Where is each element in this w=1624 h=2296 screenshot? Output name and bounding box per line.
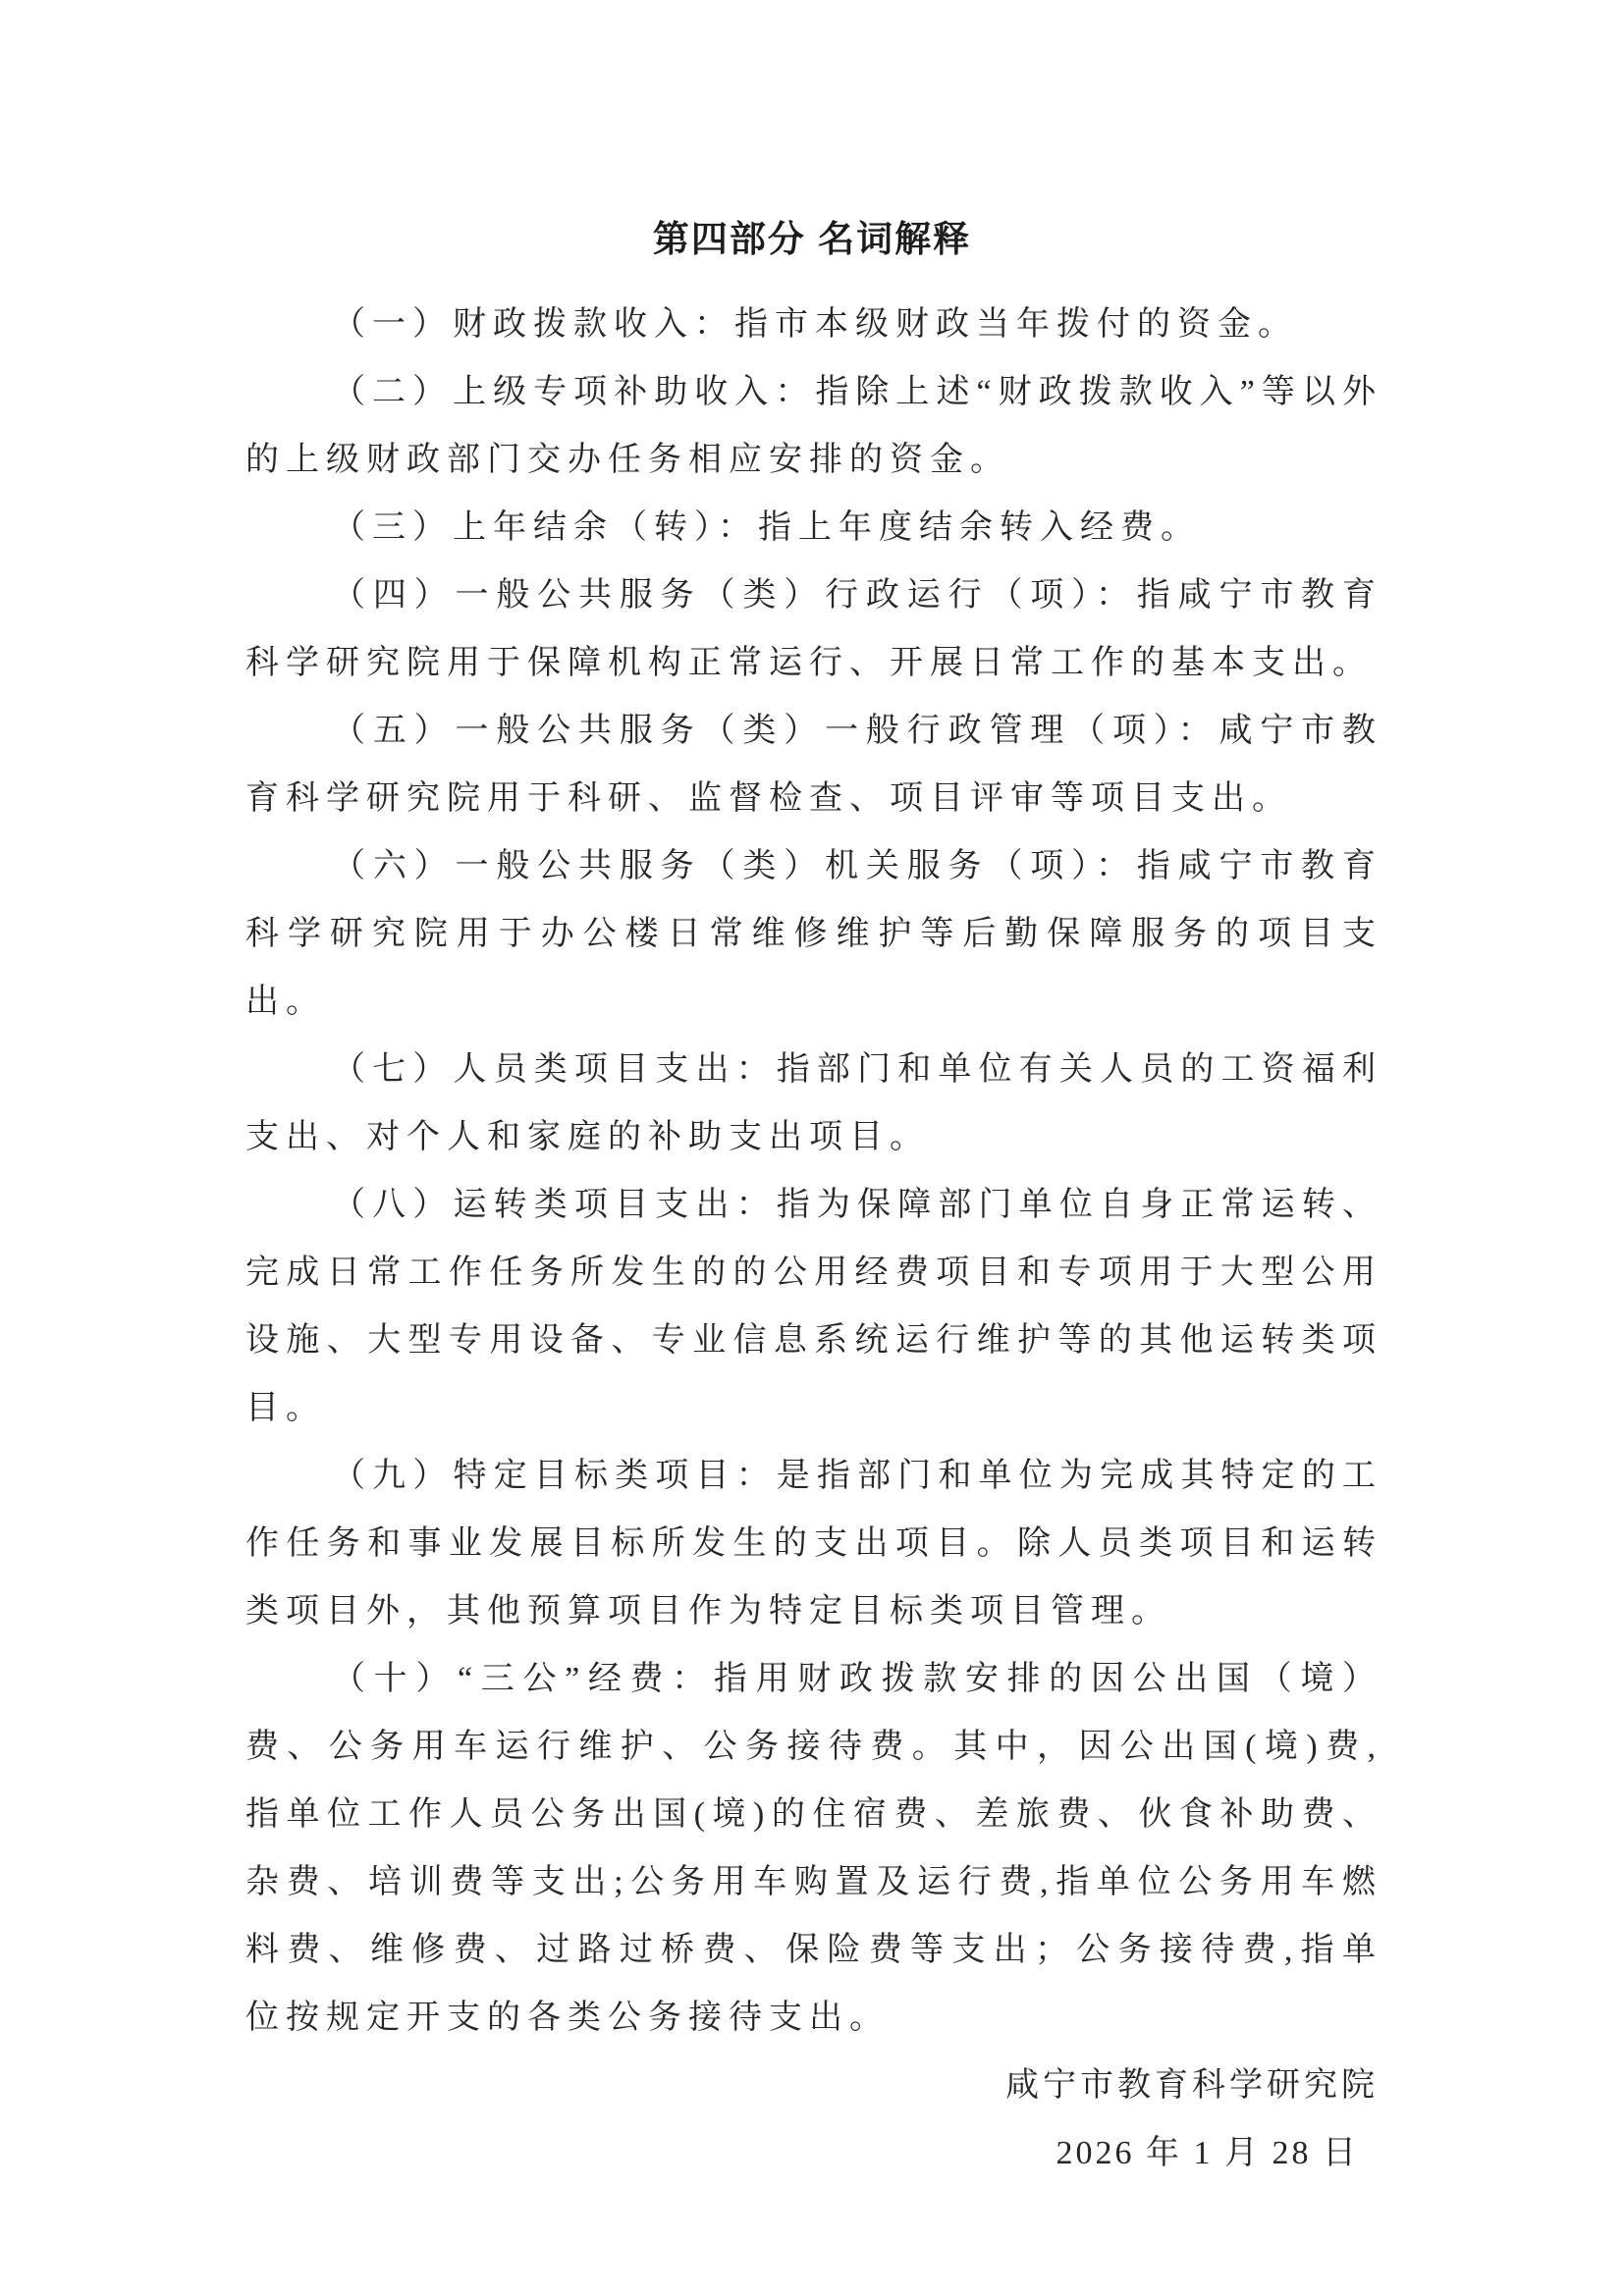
section-title: 第四部分 名词解释 xyxy=(652,219,972,259)
signature-organization: 咸宁市教育科学研究院 xyxy=(1005,2067,1379,2104)
definition-paragraph-3: （三）上年结余（转）：指上年度结余转入经费。 xyxy=(332,509,1201,546)
definition-paragraph-5: （五）一般公共服务（类）一般行政管理（项）：咸宁市教育科学研究院用于科研、监督检查、项目评审等项目支出。 xyxy=(245,713,1382,817)
signature-date: 2026 年 1 月 28 日 xyxy=(1056,2135,1359,2171)
signature-block xyxy=(245,2052,1382,2187)
definition-paragraph-4: （四）一般公共服务（类）行政运行（项）：指咸宁市教育科学研究院用于保障机构正常运行、开展日常工作的基本支出。 xyxy=(245,577,1382,681)
definition-paragraph-1: （一）财政拨款收入：指市本级财政当年拨付的资金。 xyxy=(332,306,1298,343)
definition-paragraph-9: （九）特定目标类项目：是指部门和单位为完成其特定的工作任务和事业发展目标所发生的支出项目。除人员类项目和运转类项目外，其他预算项目作为特定目标类项目管理。 xyxy=(245,1458,1382,1629)
definition-paragraph-7: （七）人员类项目支出：指部门和单位有关人员的工资福利支出、对个人和家庭的补助支出项目。 xyxy=(245,1051,1382,1155)
definition-paragraph-6: （六）一般公共服务（类）机关服务（项）：指咸宁市教育科学研究院用于办公楼日常维修维护等后勤保障服务的项目支出。 xyxy=(245,848,1382,1020)
definition-paragraph-10: （十）“三公”经费：指用财政拨款安排的因公出国（境）费、公务用车运行维护、公务接待费。其中，因公出国(境)费,指单位工作人员公务出国(境)的住宿费、差旅费、伙食补助费、杂费、培训费等支出;公务用车购置及运行费,指单位公务用车燃料费、维修费、过路过桥费、保险费等支出；公务接待费,指单位按规定开支的各类公务接待支出。 xyxy=(245,1661,1382,2036)
definition-paragraph-2: （二）上级专项补助收入：指除上述“财政拨款收入”等以外的上级财政部门交办任务相应安排的资金。 xyxy=(245,374,1382,478)
definitions-body xyxy=(245,291,1382,2052)
definition-paragraph-8: （八）运转类项目支出：指为保障部门单位自身正常运转、完成日常工作任务所发生的的公用经费项目和专项用于大型公用设施、大型专用设备、专业信息系统运行维护等的其他运转类项目。 xyxy=(245,1187,1382,1426)
